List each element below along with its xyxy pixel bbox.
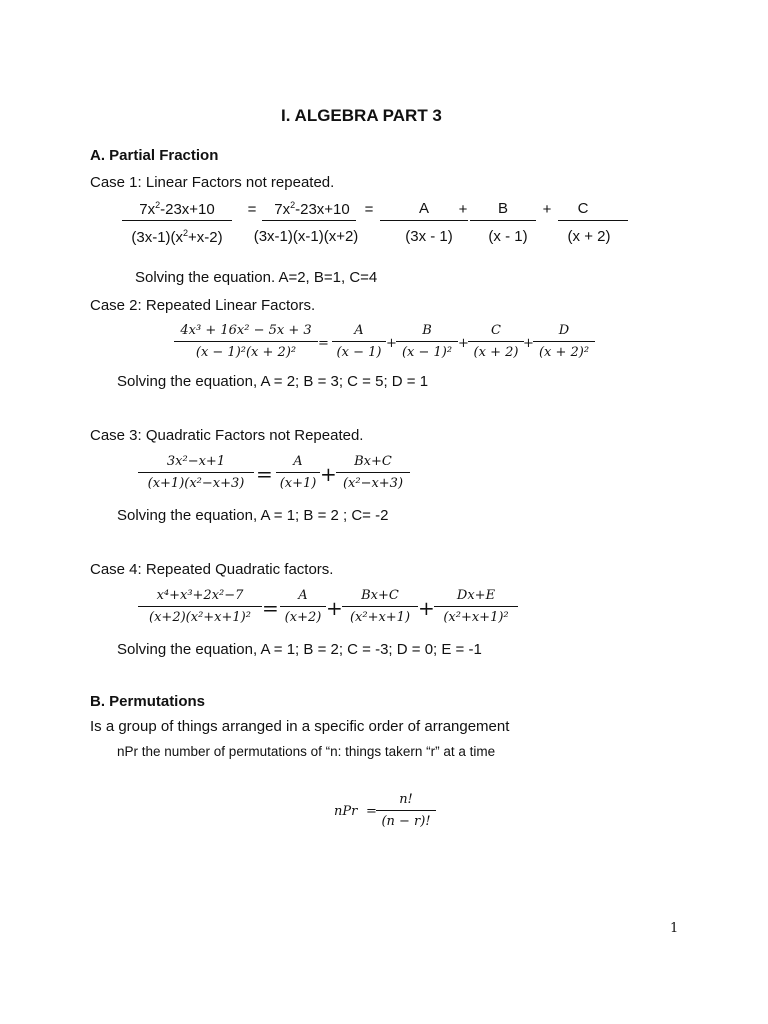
- permutations-note: nPr the number of permutations of “n: things takern “r” at a time: [117, 744, 496, 759]
- case1-A-denominator: (3x - 1): [405, 228, 453, 245]
- formula-equals: =: [366, 804, 377, 819]
- case2-equals: =: [318, 336, 329, 351]
- case4-label: Case 4: Repeated Quadratic factors.: [90, 561, 334, 578]
- case1-solution: Solving the equation. A=2, B=1, C=4: [135, 269, 378, 286]
- case3-solution: Solving the equation, A = 1; B = 2 ; C= -2: [117, 507, 389, 524]
- case1-plus-1: +: [458, 201, 468, 218]
- case4-term-A: $\frac{A}{(x+2)}$: [282, 588, 324, 625]
- case2-term-C: $\frac{C}{(x + 2)}$: [470, 323, 522, 360]
- case1-mid-numerator: $7x^2-23x+10$: [274, 200, 350, 218]
- case2-lhs-fraction: $\frac{\text{4x³ + 16x² − 5x + 3}}{\text{(x − 1)²(x + 2)²}}$: [176, 323, 316, 360]
- case1-label: Case 1: Linear Factors not repeated.: [90, 174, 335, 191]
- case1-plus-2: +: [542, 201, 552, 218]
- section-a-heading: A. Partial Fraction: [90, 147, 219, 164]
- case2-plus-2: +: [458, 336, 469, 351]
- case3-plus: +: [320, 462, 337, 486]
- case4-lhs-fraction: $\frac{\text{x⁴+x³+2x²−7}}{\text{(x+2)(x²+x+1)²}}$: [140, 588, 260, 625]
- case4-equals: =: [262, 596, 279, 620]
- case2-term-B: $\frac{B}{\text{(x − 1)²}}$: [398, 323, 456, 360]
- case4-term-BxC: $\frac{Bx+C}{\text{(x²+x+1)}}$: [344, 588, 416, 625]
- case1-B-numerator: B: [497, 200, 508, 217]
- case1-B-denominator: (x - 1): [488, 228, 528, 245]
- case1-C-denominator: (x + 2): [567, 228, 611, 245]
- case3-term-BxC: $\frac{Bx+C}{\text{(x²−x+3)}}$: [338, 454, 408, 491]
- case2-solution: Solving the equation, A = 2; B = 3; C = 5; D = 1: [117, 373, 429, 390]
- case4-term-DxE: $\frac{Dx+E}{\text{(x²+x+1)²}}$: [436, 588, 516, 625]
- case2-term-A: $\frac{A}{(x - 1)}$: [334, 323, 384, 360]
- case3-lhs-fraction: $\frac{\text{3x²−x+1}}{\text{(x+1)(x²−x+3)}}$: [140, 454, 252, 491]
- case1-lhs-numerator: $7x^2-23x+10$: [139, 200, 215, 218]
- formula-lhs: nPr: [334, 804, 358, 819]
- case4-plus-2: +: [418, 596, 435, 620]
- case2-plus-3: +: [523, 336, 534, 351]
- section-b-heading: B. Permutations: [90, 693, 206, 710]
- case2-label: Case 2: Repeated Linear Factors.: [90, 297, 316, 314]
- case4-plus-1: +: [326, 596, 343, 620]
- case2-plus-1: +: [386, 336, 397, 351]
- case1-A-bar: [380, 220, 468, 221]
- formula-fraction: $\frac{n!}{(n - r)!}$: [378, 792, 434, 829]
- case3-label: Case 3: Quadratic Factors not Repeated.: [90, 427, 364, 444]
- case1-C-bar: [558, 220, 628, 221]
- case1-equals-2: =: [364, 201, 374, 218]
- case1-equals-1: =: [247, 201, 257, 218]
- case1-mid-denominator: (3x-1)(x-1)(x+2): [253, 228, 359, 245]
- case1-lhs-bar: [122, 220, 232, 221]
- case1-C-numerator: C: [577, 200, 589, 217]
- case3-equals: =: [256, 462, 273, 486]
- case3-term-A: $\frac{A}{(x+1)}$: [278, 454, 318, 491]
- case1-mid-bar: [262, 220, 356, 221]
- case2-term-D: $\frac{D}{\text{(x + 2)²}}$: [535, 323, 593, 360]
- page-number: 1: [670, 921, 679, 936]
- case4-solution: Solving the equation, A = 1; B = 2; C = -3; D = 0; E = -1: [117, 641, 482, 658]
- case1-lhs-denominator: $(3x-1)(x^2+x-2)$: [131, 228, 223, 246]
- case1-B-bar: [470, 220, 536, 221]
- page-title: I. ALGEBRA PART 3: [281, 106, 442, 125]
- case1-A-numerator: A: [418, 200, 429, 217]
- permutations-definition: Is a group of things arranged in a specific order of arrangement: [90, 718, 510, 735]
